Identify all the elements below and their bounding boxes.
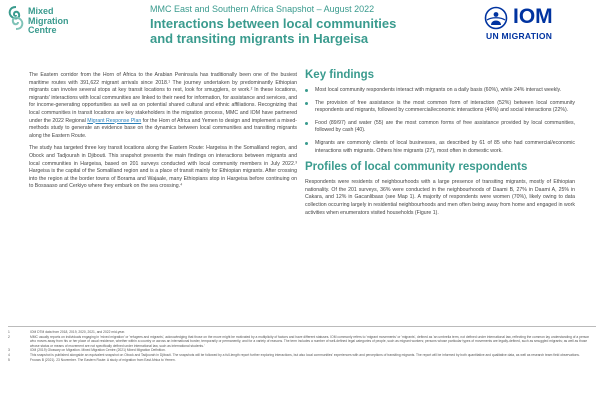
- intro-column: [29, 72, 297, 196]
- intro-p1-text-1: The Eastern corridor from the Horn of Africa to the Arabian Peninsula has traditionally been one of the busiest maritime routes with 391,622 migrant arrivals since 2018.¹ The journey undertaken by predominantly Ethiopian migrants can involve several stops at key transit locations to rest, look for smugglers, or work.² In these locations, migrants' interactions with local communities are linked to their need for information, for assistance and services, and for income-generating opportunities as well as on potential shared cultural and ethnic affiliations. Recognizing that local communities in transit locations are key stakeholders in the migration process, MMC and IOM have partnered under the 2022 Regional: [29, 72, 297, 124]
- bullet-icon: [305, 89, 308, 92]
- intro-paragraph-1: [29, 72, 297, 140]
- iom-tagline: UN MIGRATION: [486, 31, 553, 41]
- bullet-icon: [305, 122, 308, 125]
- intro-paragraph-2: The study has targeted three key transit locations along the Eastern Route: Hargeisa in the Somaliland region, and Obock and Tadjourah in Djibouti. This snapshot presents the main findings on interactions between migrants and local communities in Hargeisa, based on 201 surveys conducted with local community members in July 2022.³ Hargeisa is the capital of the Somaliland region and is a place of transit mainly for Ethiopian migrants. After crossing into the region at the border towns of Borama and Wajaale, many Ethiopians stop in Hargeisa before continuing on to Bossaaso and Cerkiyo where they embark on the sea crossing.⁴: [29, 145, 297, 190]
- footnotes: [8, 326, 596, 362]
- footnote-number: 4: [8, 352, 10, 357]
- mmc-name-line-1: Mixed: [28, 6, 54, 16]
- mmc-logo: [6, 5, 116, 45]
- finding-item: [305, 140, 575, 155]
- finding-text: Migrants are commonly clients of local businesses, as described by 61 of 85 who had commercial/economic interactions with migrants. Others hire migrants (27), most often in domestic work.: [315, 139, 575, 154]
- title-line-2: and transiting migrants in Hargeisa: [150, 31, 369, 46]
- finding-item: [305, 120, 575, 135]
- title-line-1: Interactions between local communities: [150, 16, 397, 31]
- iom-emblem-icon: [484, 6, 508, 30]
- footnote-number: 2: [8, 334, 10, 339]
- finding-text: Food (89/97) and water (55) are the most common forms of free assistance provided by local communities, followed by cash (40).: [315, 119, 575, 134]
- footnote-item: [8, 358, 596, 363]
- footnote-text: MMC usually reports on individuals engaging in 'mixed migration' or 'refugees and migrants', acknowledging that those on the move might be motivated by a multiplicity of factors and have different statuses. IOM commonly refers to 'migrant movements' or 'migrants', defined as 'an umbrella term, not defined under international law, reflecting the common lay understanding of a person who moves away from his or her place of usual residence, whether within a country or across an international border, temporarily or permanently, and for a variety of reasons. The term includes a number of well-defined legal categories of people, such as migrant workers; persons whose particular types of movements are legally-defined, such as smuggled migrants; as well as those whose status or means of movement are not specifically defined under international law, such as international students.': [30, 334, 590, 348]
- key-findings-list: [305, 87, 575, 155]
- finding-text: The provision of free assistance is the most common form of interaction (52%) between local community respondents and migrants, followed by commercial/economic interactions (46%) and social interactions (22%).: [315, 99, 575, 114]
- iom-logo: [484, 4, 596, 44]
- footnote-item: [8, 335, 596, 349]
- footnote-text: IOM (2019) Glossary on Migration. Mixed Migration Centre (2021) Mixed Migration Definition.: [30, 348, 166, 353]
- finding-item: [305, 87, 575, 95]
- mmc-name-line-3: Centre: [28, 25, 57, 35]
- profiles-heading: Profiles of local community respondents: [305, 161, 528, 174]
- footnote-text: Frouws B (2021). 23 November. The Eastern Route: A study of migration from East Africa to Yemen.: [30, 357, 176, 362]
- profiles-paragraph: Respondents were residents of neighbourhoods with a large presence of transiting migrants, mostly of Ethiopian nationality. Of the 201 surveys, 36% were conducted in the neighbourhoods of Daami B, 27% in Daami A, 25% in Cakara, and 12% in Gacanlibaax (see Map 1). A majority of respondents were women (70%), likely owing to data collection occurring largely in residential neighbourhoods and men often being away from home and engaged in work activities when enumerators visited households (Figure 1).: [305, 179, 575, 216]
- mmc-swirl-icon: [6, 5, 26, 31]
- iom-wordmark: IOM: [513, 5, 553, 28]
- intro-p1-text-2: for the Horn of Africa and Yemen to design and implement a mixed-methods study to generate an evidence base on the dynamics between local communities and transiting migrants along the Eastern Route.: [29, 117, 297, 139]
- footnote-text: IOM DTM data from 2018, 2019, 2020, 2021, and 2022 mid-year.: [30, 330, 125, 334]
- footnote-number: 1: [8, 330, 10, 334]
- header-center: [150, 4, 460, 46]
- footnote-number: 3: [8, 348, 10, 353]
- migrant-response-plan-link[interactable]: Migrant Response Plan: [87, 117, 142, 124]
- finding-text: Most local community respondents interact with migrants on a daily basis (60%), while 24% interact weekly.: [315, 87, 562, 93]
- key-findings-heading: Key findings: [305, 69, 375, 81]
- header: [0, 0, 600, 62]
- mmc-name: [28, 7, 69, 36]
- page-title: [150, 16, 460, 46]
- footnote-text: This snapshot is published alongside an equivalent snapshot on Obock and Tadjourah in Djibouti. The snapshots will be followed by a full-length report further exploring interactions, but also local communities' experiences with and perceptions of transiting migrants. The report will be informed by both quantitative and qualitative data, as well as research team field observations.: [30, 352, 580, 357]
- snapshot-label: MMC East and Southern Africa Snapshot – August 2022: [150, 4, 375, 14]
- findings-column: [305, 68, 575, 217]
- bullet-icon: [305, 102, 308, 105]
- finding-item: [305, 100, 575, 115]
- bullet-icon: [305, 142, 308, 145]
- mmc-name-line-2: Migration: [28, 15, 69, 26]
- footnote-number: 5: [8, 357, 10, 362]
